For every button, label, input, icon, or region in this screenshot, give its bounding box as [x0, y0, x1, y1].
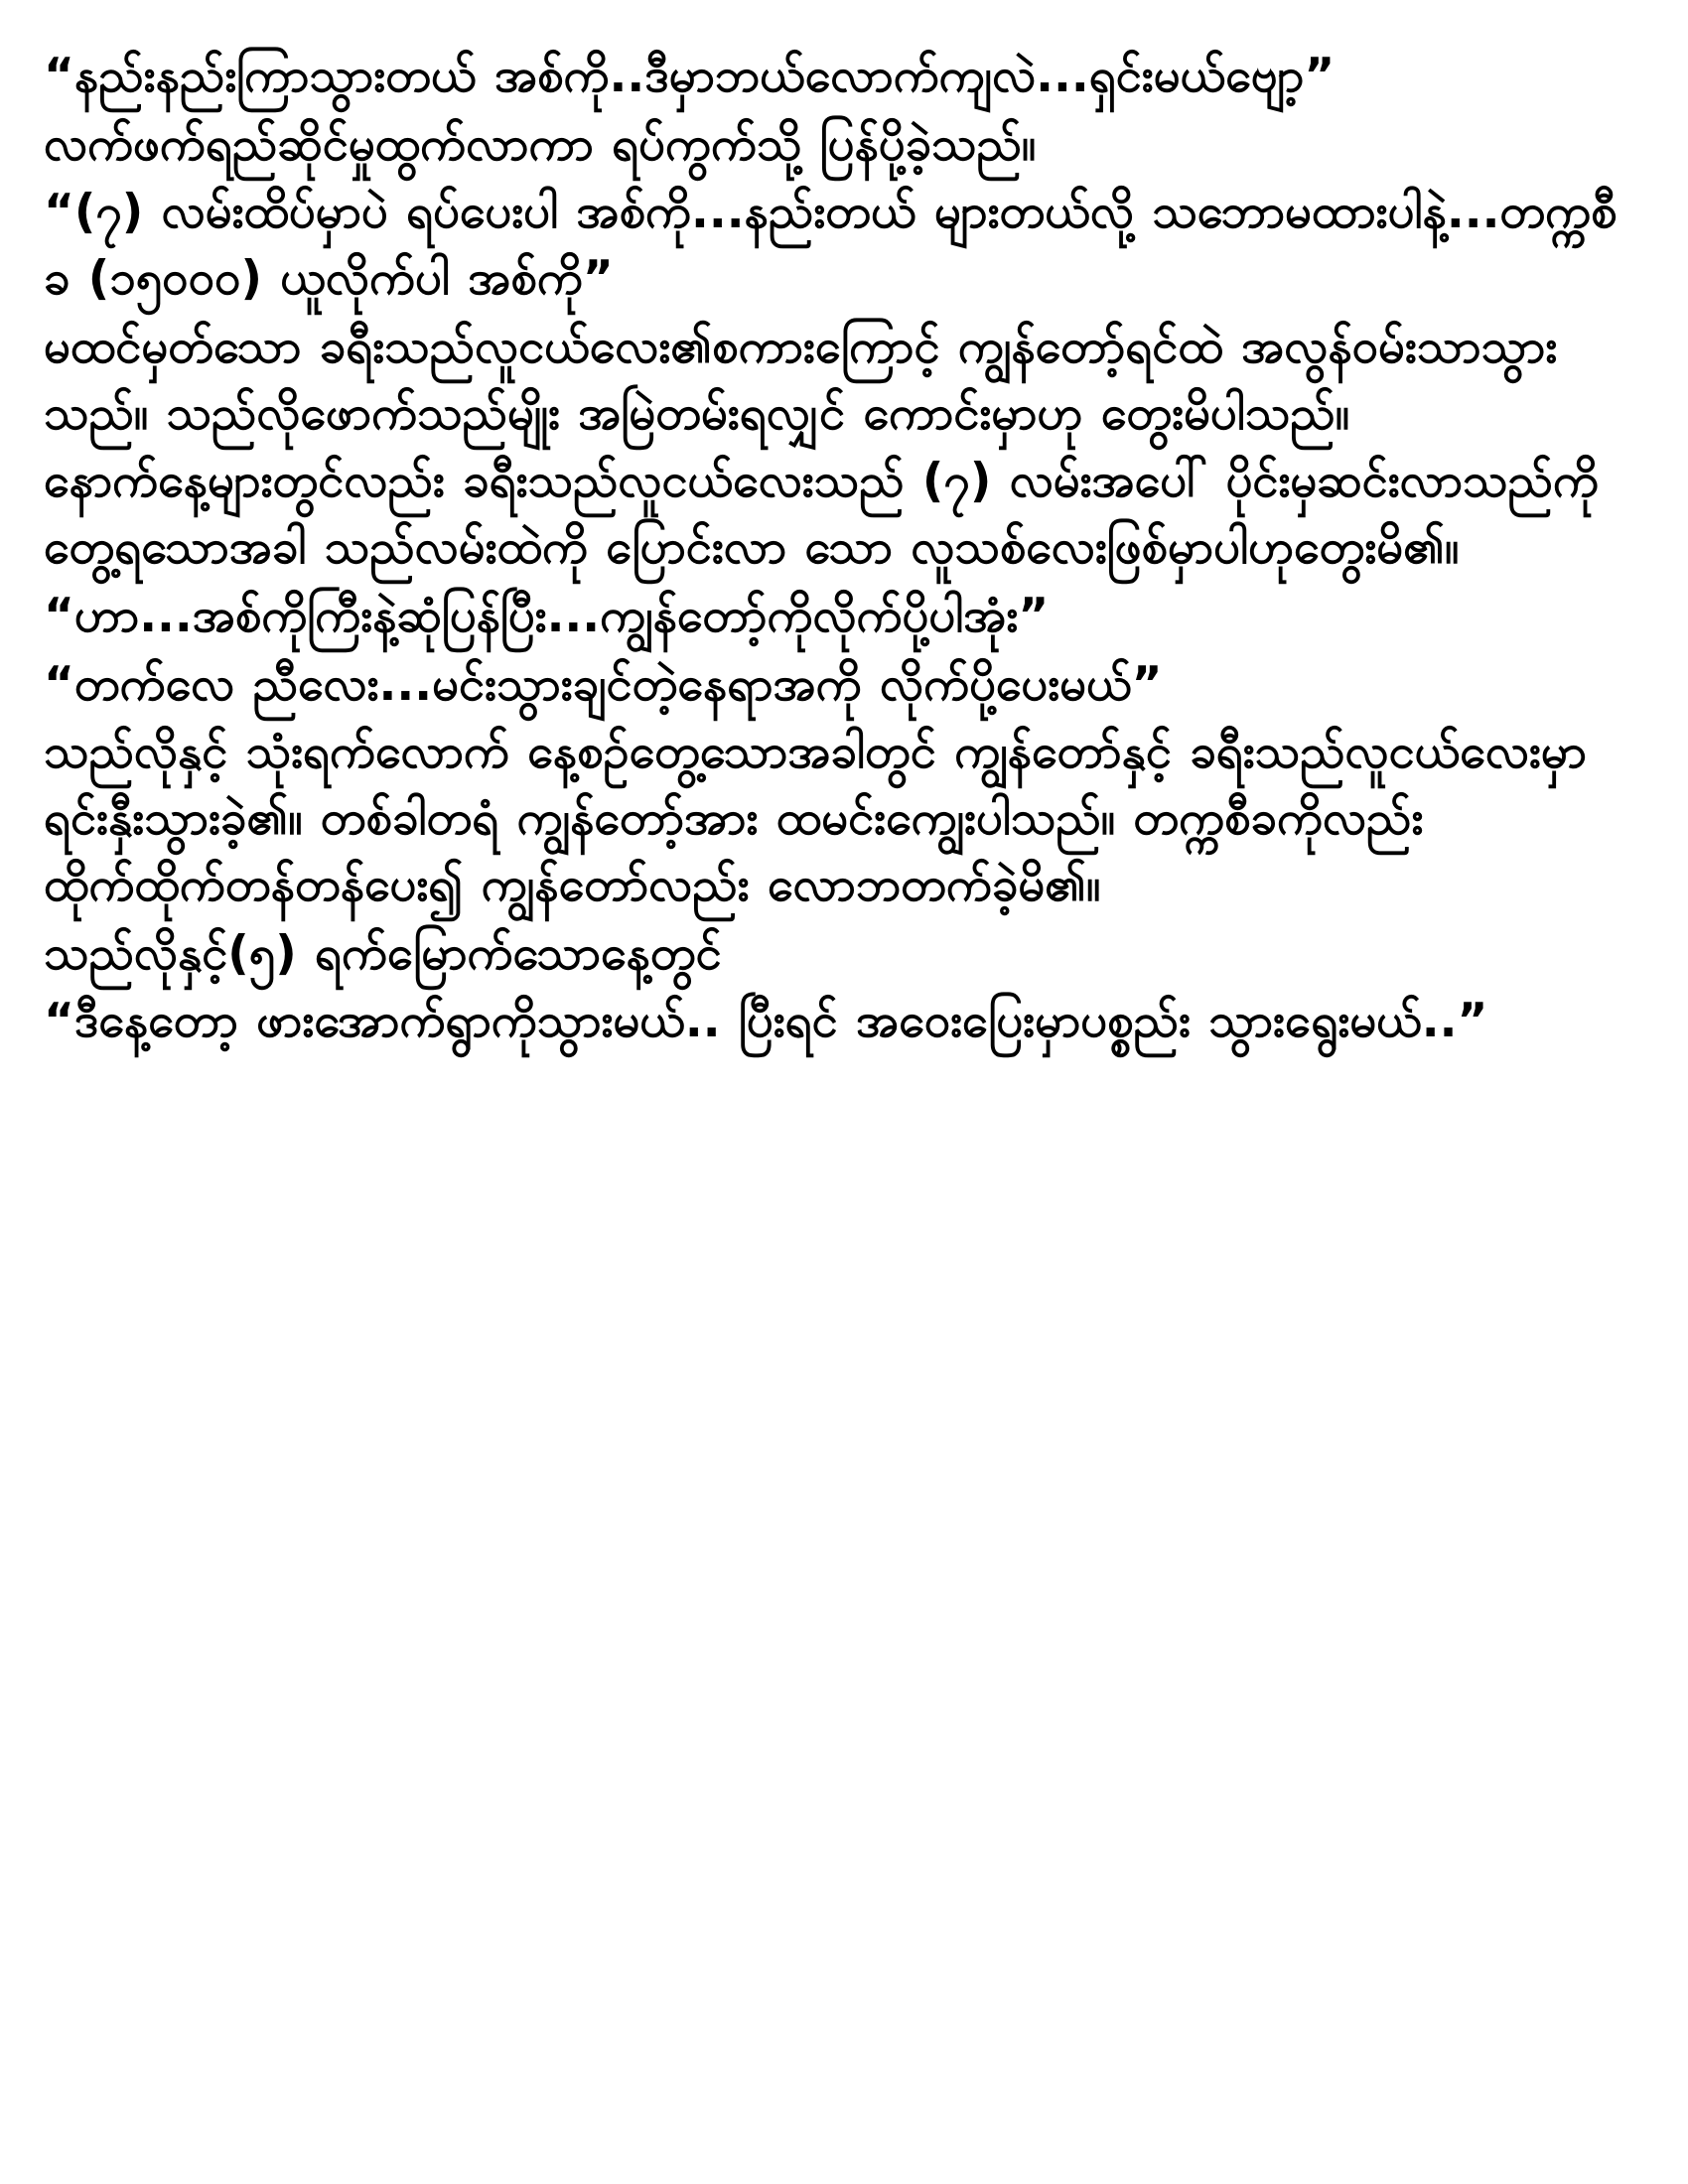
paragraph: မထင်မှတ်သော ခရီးသည်လူငယ်လေး၏စကားကြောင့် ကျွန်တော့်ရင်ထဲ အလွန်ဝမ်းသာသွားသည်။ သည်လိုဖောက်သည်မျိုး အမြဲတမ်းရလျှင် ကောင်းမှာဟု တွေးမိပါသည်။ [44, 319, 1558, 441]
paragraph: သည်လိုနှင့်(၅) ရက်မြောက်သောနေ့တွင် [44, 925, 722, 981]
paragraph: “ဟာ...အစ်ကိုကြီးနဲ့ဆုံပြန်ပြီး...ကျွန်တော့်ကိုလိုက်ပို့ပါအုံး” [44, 588, 1050, 643]
paragraph: သည်လိုနှင့် သုံးရက်လောက် နေ့စဉ်တွေ့သောအခါတွင် ကျွန်တော်နှင့် ခရီးသည်လူငယ်လေးမှာရင်းနှီးသွားခဲ့၏။ တစ်ခါတရံ ကျွန်တော့်အား ထမင်းကျွေးပါသည်။ တက္ကစီခကိုလည်း ထိုက်ထိုက်တန်တန်ပေး၍ ကျွန်တော်လည်း လောဘတက်ခဲ့မိ၏။ [44, 725, 1587, 912]
paragraph: “နည်းနည်းကြာသွားတယ် အစ်ကို..ဒီမှာဘယ်လောက်ကျလဲ...ရှင်းမယ်ဗျော့” [44, 49, 1336, 103]
paragraph: “ဒီနေ့တော့ ဖားအောက်ရွာကိုသွားမယ်.. ပြီးရင် အဝေးပြေးမှာပစ္စည်း သွားရွေးမယ်..” [44, 994, 1488, 1049]
paragraph: နောက်နေ့များတွင်လည်း ခရီးသည်လူငယ်လေးသည် (၇) လမ်းအပေါ် ပိုင်းမှဆင်းလာသည်ကိုတွေ့ရသောအခါ သည်လမ်းထဲကို ပြောင်းလာ သော လူသစ်လေးဖြစ်မှာပါဟုတွေးမိ၏။ [44, 454, 1599, 576]
paragraph: “(၇) လမ်းထိပ်မှာပဲ ရပ်ပေးပါ အစ်ကို...နည်းတယ် များတယ်လို့ သဘောမထားပါနဲ့...တက္ကစီခ (၁၅၀၀၀) ယူလိုက်ပါ အစ်ကို” [44, 185, 1618, 307]
paragraph: “တက်လေ ညီလေး...မင်းသွားချင်တဲ့နေရာအကို လိုက်ပို့ပေးမယ်” [44, 656, 1163, 712]
document-text-body [44, 44, 1618, 1055]
paragraph: လက်ဖက်ရည်ဆိုင်မှုထွက်လာကာ ရပ်ကွက်သို့ ပြန်ပို့ခဲ့သည်။ [44, 116, 1037, 172]
